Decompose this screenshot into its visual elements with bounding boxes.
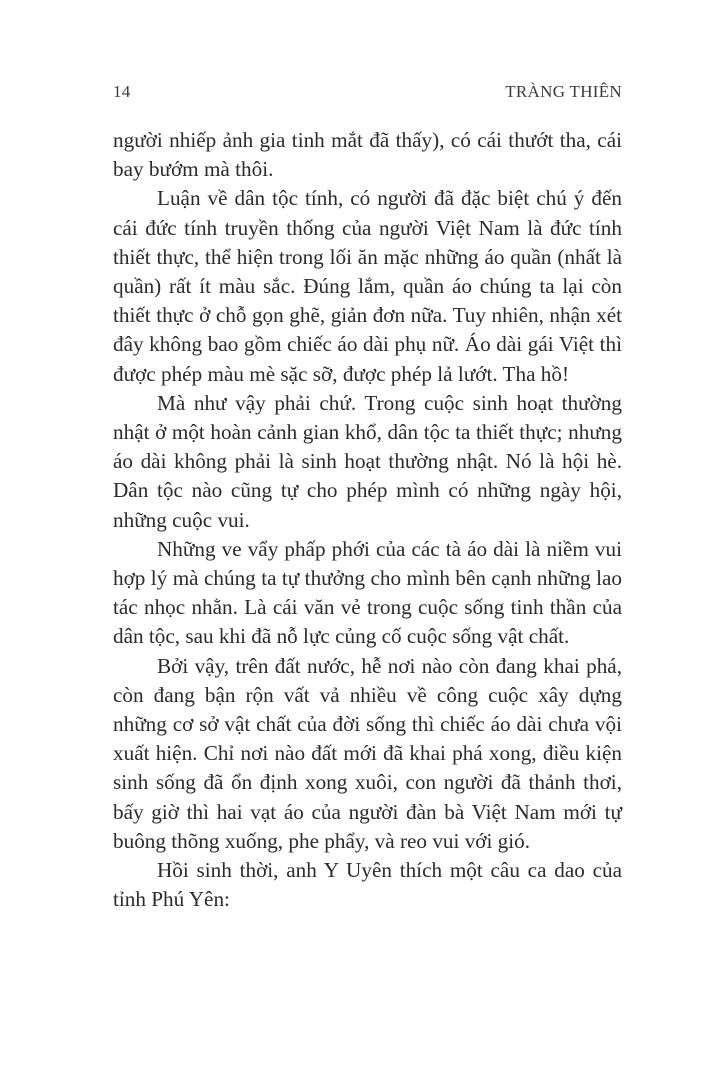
paragraph: Những ve vẩy phấp phới của các tà áo dài là niềm vui hợp lý mà chúng ta tự thưởng cho mình bên cạnh những lao tác nhọc nhằn. Là cái văn vẻ trong cuộc sống tinh thần của dân tộc, sau khi đã nỗ lực củng cố cuộc sống vật chất. xyxy=(113,536,622,649)
paragraph: Bởi vậy, trên đất nước, hễ nơi nào còn đang khai phá, còn đang bận rộn vất vả nhiều về công cuộc xây dựng những cơ sở vật chất của đời sống thì chiếc áo dài chưa vội xuất hiện. Chỉ nơi nào đất mới đã khai phá xong, điều kiện sinh sống đã ổn định xong xuôi, con người đã thảnh thơi, bấy giờ thì hai vạt áo của người đàn bà Việt Nam mới tự buông thõng xuống, phe phẩy, và reo vui với gió. xyxy=(113,653,622,853)
paragraph-continuation: người nhiếp ảnh gia tinh mắt đã thấy), có cái thướt tha, cái bay bướm mà thôi. xyxy=(113,128,622,182)
paragraph: Mà như vậy phải chứ. Trong cuộc sinh hoạt thường nhật ở một hoàn cảnh gian khổ, dân tộc ta thiết thực; nhưng áo dài không phải là sinh hoạt thường nhật. Nó là hội hè. Dân tộc nào cũng tự cho phép mình có những ngày hội, những cuộc vui. xyxy=(113,390,622,532)
paragraph: Luận về dân tộc tính, có người đã đặc biệt chú ý đến cái đức tính truyền thống của người Việt Nam là đức tính thiết thực, thể hiện trong lối ăn mặc những áo quần (nhất là quần) rất ít màu sắc. Đúng lắm, quần áo chúng ta lại còn thiết thực ở chỗ gọn ghẽ, giản đơn nữa. Tuy nhiên, nhận xét đây không bao gồm chiếc áo dài phụ nữ. Áo dài gái Việt thì được phép màu mè sặc sỡ, được phép lả lướt. Tha hồ! xyxy=(113,186,622,386)
running-header xyxy=(113,82,622,106)
running-title: TRÀNG THIÊN xyxy=(505,82,622,101)
page-number: 14 xyxy=(113,82,131,101)
paragraph: Hồi sinh thời, anh Y Uyên thích một câu ca dao của tỉnh Phú Yên: xyxy=(113,858,622,912)
body-text xyxy=(113,126,622,914)
